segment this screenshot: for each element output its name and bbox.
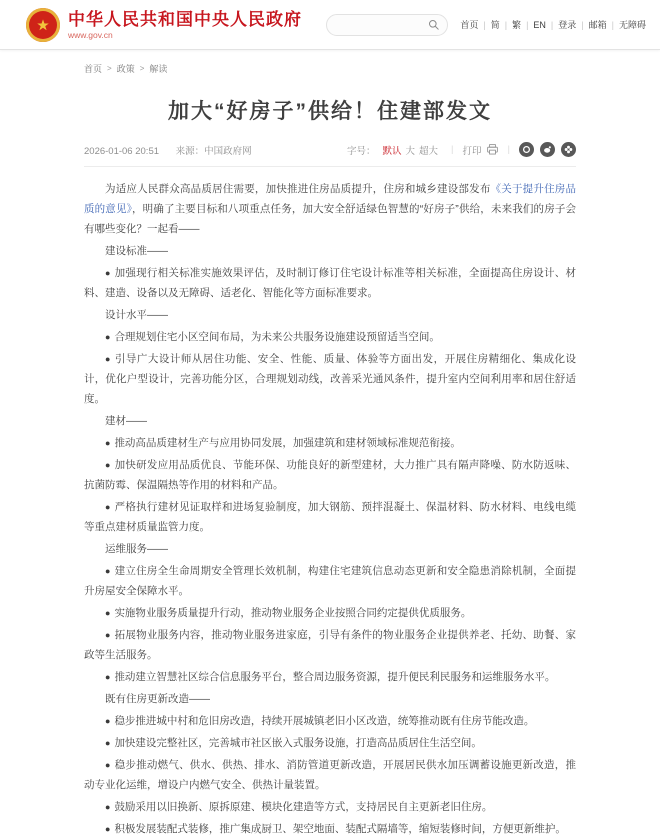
intro-paragraph xyxy=(84,179,576,239)
fontsize-option-超大[interactable]: 超大 xyxy=(419,145,439,157)
bullet-item: ● 建立住房全生命周期安全管理长效机制，构建住宅建筑信息动态更新和安全隐患消除机制，全面提升房屋安全保障水平。 xyxy=(84,565,576,597)
bullet-item: ● 稳步推进城中村和危旧房改造，持续开展城镇老旧小区改造，统筹推动既有住房节能改造。 xyxy=(105,715,535,727)
bullet-icon: ● xyxy=(105,738,111,748)
breadcrumb-item-解读[interactable]: 解读 xyxy=(149,64,168,74)
bullet-item: ● 实施物业服务质量提升行动，推动物业服务企业按照合同约定提供优质服务。 xyxy=(105,607,472,619)
print-label: 打印 xyxy=(462,145,482,157)
nav-link-简[interactable]: 简 xyxy=(490,20,500,30)
breadcrumb-item-政策[interactable]: 政策 xyxy=(116,64,135,74)
nav-divider: | xyxy=(611,19,614,30)
fontsize-option-默认[interactable]: 默认 xyxy=(382,145,402,157)
bullet-icon: ● xyxy=(105,332,111,342)
bullet-icon: ● xyxy=(105,566,111,576)
bullet-item: ● 推动建立智慧社区综合信息服务平台，整合周边服务资源，提升便民利民服务和运维服务水平。 xyxy=(105,671,556,683)
nav-link-邮箱[interactable]: 邮箱 xyxy=(588,20,607,30)
bullet-icon: ● xyxy=(105,824,111,834)
breadcrumb xyxy=(84,62,576,75)
bullet-item: ● 加强现行相关标准实施效果评估，及时制订修订住宅设计标准等相关标准，全面提高住房设计、材料、建造、设备以及无障碍、适老化、智能化等方面标准要求。 xyxy=(84,267,576,299)
bullet-icon: ● xyxy=(105,760,111,770)
bullet-item: ● 严格执行建材见证取样和进场复验制度，加大钢筋、预拌混凝土、保温材料、防水材料、电线电缆等重点建材质量监管力度。 xyxy=(84,501,576,533)
search-box[interactable] xyxy=(326,14,448,36)
fontsize-label: 字号： xyxy=(346,145,376,157)
emblem-star-icon xyxy=(35,17,51,33)
meta-right xyxy=(347,142,576,157)
bullet-icon: ● xyxy=(105,802,111,812)
bullet-item: ● 加快研发应用品质优良、节能环保、功能良好的新型建材，大力推广具有隔声降噪、防水防返味、抗菌防霉、保温隔热等作用的材料和产品。 xyxy=(84,459,576,491)
bullet-icon: ● xyxy=(105,608,111,618)
section-heading: 建设标准—— xyxy=(105,245,168,257)
bullet-icon: ● xyxy=(105,354,111,364)
nav-divider: | xyxy=(550,19,554,30)
section-heading: 既有住房更新改造—— xyxy=(105,693,210,705)
logo-text xyxy=(68,10,302,40)
source-label: 来源： xyxy=(175,145,205,157)
site-url: www.gov.cn xyxy=(68,29,113,40)
nav-link-EN[interactable]: EN xyxy=(533,19,546,30)
bullet-icon: ● xyxy=(105,460,111,470)
site-header xyxy=(0,0,660,50)
meta-left xyxy=(84,143,252,157)
nav-divider: | xyxy=(526,19,529,30)
fontsize-option-大[interactable]: 大 xyxy=(405,145,416,157)
breadcrumb-item-首页[interactable]: 首页 xyxy=(84,64,103,74)
top-nav xyxy=(460,18,646,31)
section-heading: 建材—— xyxy=(105,415,147,427)
bullet-icon: ● xyxy=(105,438,111,448)
nav-divider: | xyxy=(504,19,508,30)
meta-divider: | xyxy=(507,144,510,155)
printer-icon xyxy=(486,143,499,156)
print-button[interactable] xyxy=(463,143,499,157)
share-weibo-icon[interactable] xyxy=(540,142,555,157)
article-sections xyxy=(84,241,576,839)
policy-document-link[interactable]: 《关于提升住房品质的意见》 xyxy=(84,183,577,215)
nav-divider: | xyxy=(581,19,584,30)
nav-divider: | xyxy=(483,19,486,30)
nav-link-无障碍[interactable]: 无障碍 xyxy=(618,20,646,30)
meta-divider: | xyxy=(451,144,454,155)
bullet-item: ● 积极发展装配式装修，推广集成厨卫、架空地面、装配式隔墙等，缩短装修时间，方便更新维护。 xyxy=(105,823,566,835)
article-body xyxy=(84,179,576,839)
search-input[interactable] xyxy=(337,20,428,30)
publish-datetime: 2026-01-06 20:51 xyxy=(84,145,160,157)
intro-text-before: 为适应人民群众高品质居住需要，加快推进住房品质提升，住房和城乡建设部发布 xyxy=(105,183,491,195)
breadcrumb-separator: > xyxy=(107,64,112,73)
header-right xyxy=(326,14,646,36)
content-column xyxy=(84,62,576,839)
nav-link-繁[interactable]: 繁 xyxy=(512,20,522,30)
share-icons xyxy=(519,142,576,157)
article-title: 加大“好房子”供给！住建部发文 xyxy=(168,100,492,123)
site-logo[interactable] xyxy=(26,8,302,42)
bullet-icon: ● xyxy=(105,630,111,640)
bullet-item: ● 鼓励采用以旧换新、原拆原建、模块化建造等方式，支持居民自主更新老旧住房。 xyxy=(105,801,493,813)
bullet-item: ● 推动高品质建材生产与应用协同发展，加强建筑和建材领域标准规范衔接。 xyxy=(105,437,461,449)
nav-link-登录[interactable]: 登录 xyxy=(558,20,577,30)
article-meta-bar xyxy=(84,142,576,167)
fontsize-options xyxy=(383,143,443,157)
bullet-item: ● 稳步推动燃气、供水、供热、排水、消防管道更新改造，开展居民供水加压调蓄设施更新改造，推动专业化运维，增设户内燃气安全、供热计量装置。 xyxy=(84,759,576,791)
source xyxy=(176,146,252,157)
bullet-item: ● 加快建设完整社区，完善城市社区嵌入式服务设施，打造高品质居住生活空间。 xyxy=(105,737,482,749)
bullet-icon: ● xyxy=(105,672,111,682)
bullet-icon: ● xyxy=(105,716,111,726)
bullet-icon: ● xyxy=(105,268,111,278)
bullet-item: ● 引导广大设计师从居住功能、安全、性能、质量、体验等方面出发，开展住房精细化、集成化设计，优化户型设计，完善功能分区，合理规划动线，改善采光通风条件，提升室内空间利用率和居住舒适度。 xyxy=(84,353,577,405)
bullet-item: ● 拓展物业服务内容，推动物业服务进家庭，引导有条件的物业服务企业提供养老、托幼、助餐、家政等生活服务。 xyxy=(84,629,576,661)
breadcrumb-separator: > xyxy=(139,64,145,73)
intro-text-after: ，明确了主要目标和八项重点任务，加大安全舒适绿色智慧的“好房子”供给，未来我们的房子会有哪些变化？一起看—— xyxy=(84,203,577,235)
source-link[interactable]: 中国政府网 xyxy=(204,145,252,157)
share-moments-icon[interactable] xyxy=(561,142,576,157)
bullet-icon: ● xyxy=(105,502,111,512)
share-wechat-icon[interactable] xyxy=(519,142,534,157)
search-icon[interactable] xyxy=(428,19,440,31)
nav-link-首页[interactable]: 首页 xyxy=(460,20,479,30)
section-heading: 设计水平—— xyxy=(105,309,168,321)
site-title: 中华人民共和国中央人民政府 xyxy=(68,9,302,29)
national-emblem-icon xyxy=(26,8,60,42)
section-heading: 运维服务—— xyxy=(105,543,168,555)
bullet-item: ● 合理规划住宅小区空间布局，为未来公共服务设施建设预留适当空间。 xyxy=(105,331,440,343)
